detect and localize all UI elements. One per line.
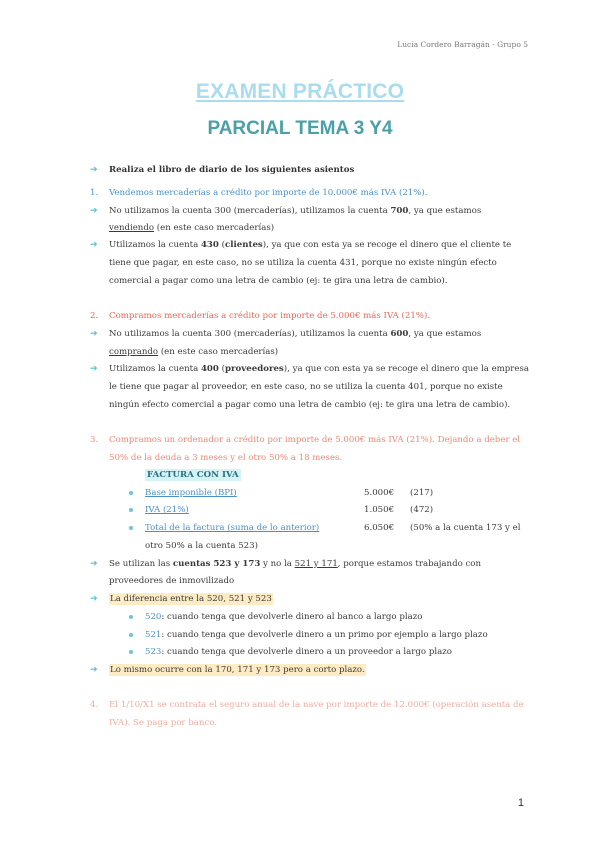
item2-note1-cont: comprando (en este caso mercaderías) <box>109 347 279 357</box>
item4-statement-line1: El 1/10/X1 se contrata el seguro anual de la nave por importe de 12.000€ (operación asenta de <box>109 700 524 710</box>
item1-note2-line3: comercial a pagar como una letra de cambio (ej: te gira una letra de cambio). <box>109 276 448 286</box>
invoice-row-label: Base imponible (BPI) <box>145 488 237 498</box>
item1-note1: No utilizamos la cuenta 300 (mercaderías), utilizamos la cuenta 700, ya que estamos <box>109 206 482 216</box>
invoice-row-amount: 6.050€ <box>364 523 395 533</box>
item3-note1: Se utilizan las cuentas 523 y 173 y no la 521 y 171, porque estamos trabajando con <box>109 559 481 569</box>
invoice-row-amount: 1.050€ <box>364 505 395 515</box>
intro-text: Realiza el libro de diario de los siguientes asientos <box>109 165 355 175</box>
page-number: 1 <box>517 797 524 809</box>
item2-note2-line3: ningún efecto comercial a pagar como una letra de cambio (ej: te gira una letra de cambio). <box>109 400 511 410</box>
item2-note2-line2: le tiene que pagar al proveedor, en este caso, no se utiliza la cuenta 401, porque no existe <box>109 382 503 392</box>
arrow-icon: ➔ <box>90 594 98 604</box>
bullet-icon <box>129 491 133 495</box>
bullet-icon <box>129 633 133 637</box>
item4-number: 4. <box>90 700 99 710</box>
item3-number: 3. <box>90 435 99 445</box>
bullet-icon <box>129 650 133 654</box>
arrow-icon: ➔ <box>90 665 98 675</box>
diff-item: 521: cuando tenga que devolverle dinero a un primo por ejemplo a largo plazo <box>145 630 488 640</box>
item2-note2: Utilizamos la cuenta 400 (proveedores), ya que con esta ya se recoge el dinero que la empresa <box>109 364 530 374</box>
invoice-row-amount: 5.000€ <box>364 488 395 498</box>
bullet-icon <box>129 508 133 512</box>
item2-statement: Compramos mercaderías a crédito por importe de 5.000€ más IVA (21%). <box>109 311 431 321</box>
arrow-icon: ➔ <box>90 364 98 374</box>
invoice-row-note: (217) <box>410 488 434 498</box>
item2-number: 2. <box>90 311 99 321</box>
invoice-row-note: (472) <box>410 505 434 515</box>
diff-item: 523: cuando tenga que devolverle dinero a un proveedor a largo plazo <box>145 647 452 657</box>
arrow-icon: ➔ <box>90 165 98 175</box>
item1-number: 1. <box>90 188 99 198</box>
arrow-icon: ➔ <box>90 206 98 216</box>
item3-statement-line1: Compramos un ordenador a crédito por importe de 5.000€ más IVA (21%). Dejando a deber el <box>109 435 521 445</box>
invoice-heading: FACTURA CON IVA <box>147 470 239 480</box>
exam-title: EXAMEN PRÁCTICO <box>195 80 405 103</box>
item1-statement: Vendemos mercaderías a crédito por importe de 10.000€ más IVA (21%). <box>109 188 428 198</box>
diff-item: 520: cuando tenga que devolverle dinero al banco a largo plazo <box>145 612 423 622</box>
item3-diff: La diferencia entre la 520, 521 y 523 <box>110 594 272 604</box>
invoice-row-label: IVA (21%) <box>145 505 189 515</box>
arrow-icon: ➔ <box>90 240 98 250</box>
bullet-icon <box>129 615 133 619</box>
item3-statement-line2: 50% de la deuda a 3 meses y el otro 50% a 18 meses. <box>109 453 343 463</box>
item4-statement-line2: IVA). Se paga por banco. <box>109 718 217 728</box>
bullet-icon <box>129 526 133 530</box>
exam-subtitle: PARCIAL TEMA 3 Y4 <box>207 118 393 139</box>
item1-note2-line2: tiene que pagar, en este caso, no se utiliza la cuenta 431, porque no existe ningún efecto <box>109 258 497 268</box>
item1-note1-cont: vendiendo (en este caso mercaderías) <box>109 223 275 233</box>
page-header: Lucía Cordero Barragán - Grupo 5 <box>397 40 528 49</box>
item1-note2: Utilizamos la cuenta 430 (clientes), ya que con esta ya se recoge el dinero que el cliente te <box>109 240 512 250</box>
arrow-icon: ➔ <box>90 559 98 569</box>
invoice-row-note: (50% a la cuenta 173 y el <box>410 523 521 533</box>
item2-note1: No utilizamos la cuenta 300 (mercaderías), utilizamos la cuenta 600, ya que estamos <box>109 329 482 339</box>
item3-same: Lo mismo ocurre con la 170, 171 y 173 pero a corto plazo. <box>110 665 365 675</box>
invoice-row-note-cont: otro 50% a la cuenta 523) <box>145 541 258 551</box>
arrow-icon: ➔ <box>90 329 98 339</box>
item3-note1-cont: proveedores de inmovilizado <box>109 576 235 586</box>
invoice-row-label: Total de la factura (suma de lo anterior) <box>145 523 320 533</box>
